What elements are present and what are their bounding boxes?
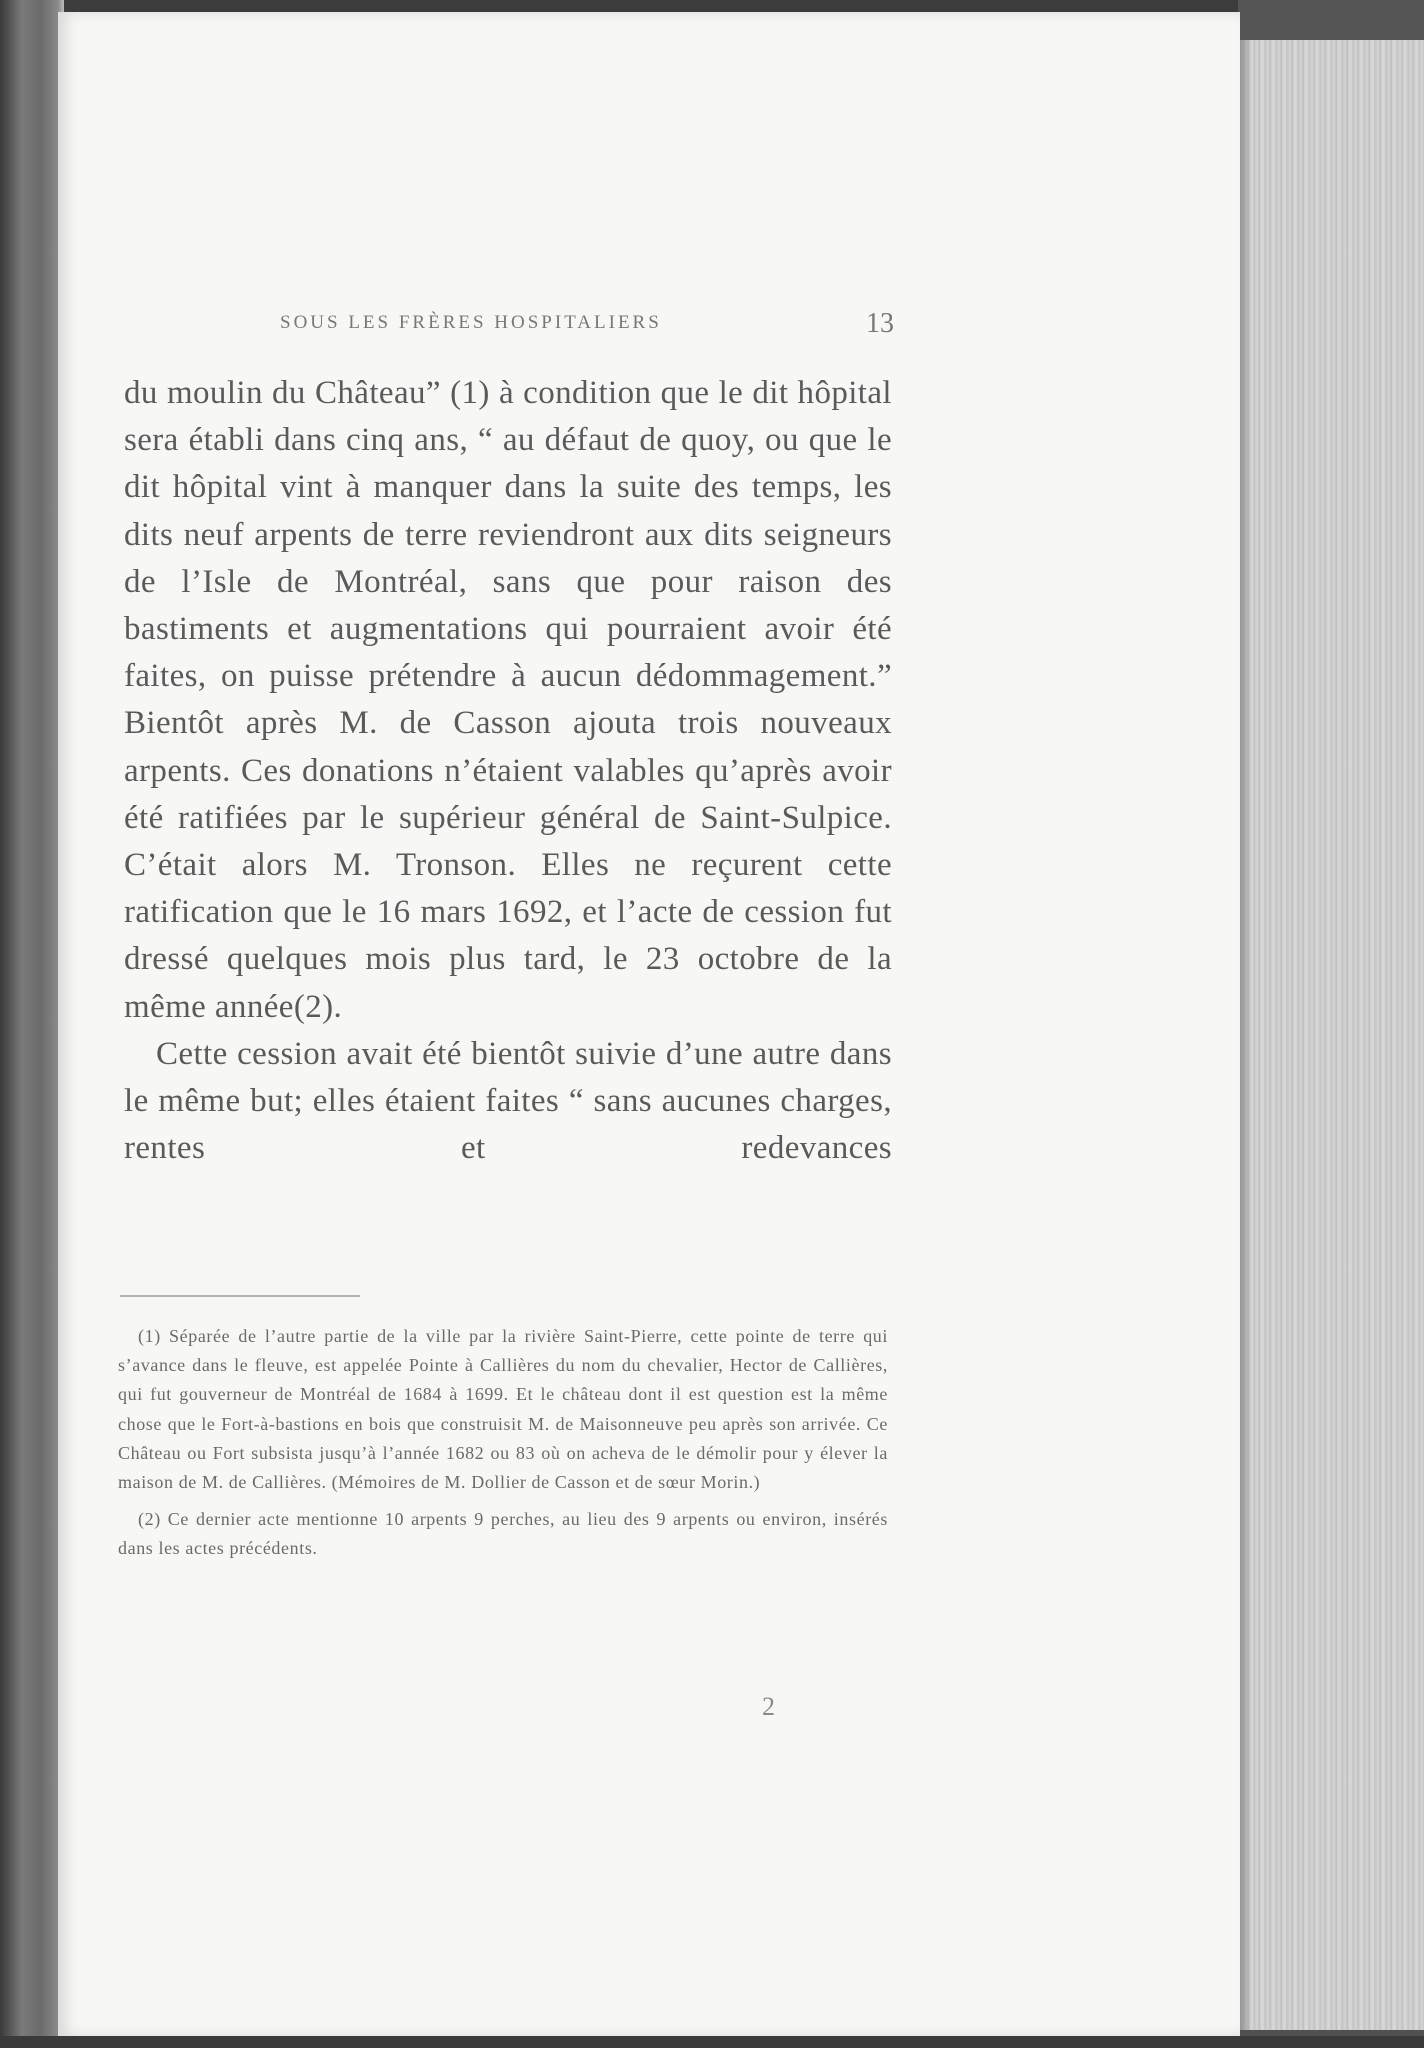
book-gutter <box>0 0 64 2048</box>
footnote: (1) Séparée de l’autre partie de la ville par la rivière Saint-Pierre, cette pointe de terre qui s’avance dans le fleuve, est appelée Pointe à Callières du nom du chevalier, Hector de Callières, qui fut gouverneur de Montréal de 1684 à 1699. Et le château dont il est question est la même chose que le Fort-à-bastions en bois que construisit M. de Maisonneuve peu après son arrivée. Ce Château ou Fort subsista jusqu’à l’année 1682 ou 83 où on acheva de le démolir pour y élever la maison de M. de Callières. (Mémoires de M. Dollier de Casson et de sœur Morin.) <box>118 1326 888 1493</box>
page-edge-shadow <box>1238 40 1252 2030</box>
page-number: 13 <box>866 308 894 339</box>
running-head <box>120 308 896 348</box>
body-text <box>124 370 892 1172</box>
signature-mark: 2 <box>762 1692 775 1721</box>
paragraph: du moulin du Château” (1) à condition que le dit hôpital sera établi dans cinq ans, “ au défaut de quoy, ou que le dit hôpital vint à manquer dans la suite des temps, les dits neuf arpents de terre reviendront aux dits seigneurs de l’Isle de Montréal, sans que pour raison des bastiments et augmentations qui pourraient avoir été faites, on puisse prétendre à aucun dédommagement.” Bientôt après M. de Casson ajouta trois nouveaux arpents. Ces donations n’étaient valables qu’après avoir été ratifiées par le supérieur général de Saint-Sulpice. C’était alors M. Tronson. Elles ne reçurent cette ratification que le 16 mars 1692, et l’acte de cession fut dressé quelques mois plus tard, le 23 octobre de la même année(2). <box>124 375 892 1025</box>
footnote: (2) Ce dernier acte mentionne 10 arpents 9 perches, au lieu des 9 arpents ou environ, insérés dans les actes précédents. <box>118 1509 888 1559</box>
running-title: SOUS LES FRÈRES HOSPITALIERS <box>280 312 662 333</box>
scan-corner <box>1238 0 1424 40</box>
paragraph: Cette cession avait été bientôt suivie d’une autre dans le même but; elles étaient faites “ sans aucunes charges, rentes et redevances <box>124 1035 892 1167</box>
footnote-separator <box>120 1295 360 1297</box>
footnotes <box>118 1322 888 1572</box>
book-page-edges <box>1238 40 1424 2030</box>
scan-bottom-edge <box>0 2036 1424 2048</box>
